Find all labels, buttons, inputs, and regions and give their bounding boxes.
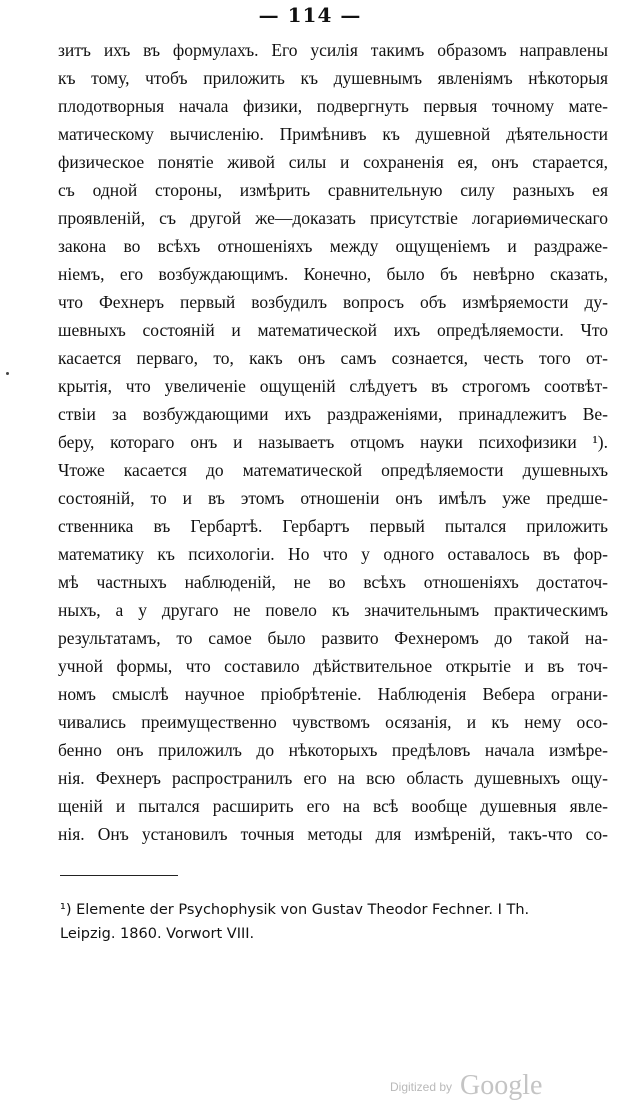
text-line: плодотворныя начала физики, подвергнуть первыя точному мате-	[58, 96, 608, 116]
text-line: что Фехнеръ первый возбудилъ вопросъ объ измѣряемости ду-	[58, 292, 608, 312]
text-line: ствіи за возбуждающими ихъ раздраженіями, принадлежитъ Ве-	[58, 404, 608, 424]
text-line: щеній и пытался расширить его на всѣ вообще душевныя явле-	[58, 796, 608, 816]
body-text	[58, 36, 608, 848]
text-line: проявленій, съ другой же—доказать присутствіе логариѳмическаго	[58, 208, 608, 228]
text-line: учной формы, что составило дѣйствительное открытіе и въ точ-	[58, 656, 608, 676]
text-line: состояній, то и въ этомъ отношеніи онъ имѣлъ уже предше-	[58, 488, 608, 508]
digitized-watermark	[390, 1070, 542, 1102]
text-line: касается перваго, то, какъ онъ самъ сознается, честь того от-	[58, 348, 608, 368]
footnote-line: Leipzig. 1860. Vorwort VIII.	[60, 926, 255, 942]
text-line: математику къ психологіи. Но что у одного оставалось въ фор-	[58, 544, 608, 564]
text-line: физическое понятіе живой силы и сохраненія ея, онъ старается,	[58, 152, 608, 172]
text-line: крытія, что увеличеніе ощущеній слѣдуетъ въ строгомъ соотвѣт-	[58, 376, 608, 396]
text-line: мѣ частныхъ наблюденій, не во всѣхъ отношеніяхъ достаточ-	[58, 572, 608, 592]
text-line: нія. Фехнеръ распространилъ его на всю область душевныхъ ощу-	[58, 768, 608, 788]
text-line: номъ смыслѣ научное пріобрѣтеніе. Наблюденія Вебера ограни-	[58, 684, 608, 704]
footnote-line: ¹) Elemente der Psychophysik von Gustav Theodor Fechner. I Th.	[60, 902, 530, 918]
text-line: закона во всѣхъ отношеніяхъ между ощущеніемъ и раздраже-	[58, 236, 608, 256]
text-line: чивались преимущественно чувствомъ осязанія, и къ нему осо-	[58, 712, 608, 732]
text-line: къ тому, чтобъ приложить къ душевнымъ явленіямъ нѣкоторыя	[58, 68, 608, 88]
footnote	[60, 898, 610, 946]
text-line: беру, котораго онъ и называетъ отцомъ науки психофизики ¹).	[58, 432, 608, 452]
text-line: бенно онъ приложилъ до нѣкоторыхъ предѣловъ начала измѣре-	[58, 740, 608, 760]
text-line: зитъ ихъ въ формулахъ. Его усилія такимъ образомъ направлены	[58, 40, 608, 60]
text-line: ныхъ, а у другаго не повело къ значительнымъ практическимъ	[58, 600, 608, 620]
text-line: ніемъ, его возбуждающимъ. Конечно, было бъ невѣрно сказать,	[58, 264, 608, 284]
text-line: нія. Онъ установилъ точныя методы для измѣреній, такъ-что со-	[58, 824, 608, 844]
text-line: Чтоже касается до математической опредѣляемости душевныхъ	[58, 460, 608, 480]
text-line: шевныхъ состояній и математической ихъ опредѣляемости. Что	[58, 320, 608, 340]
text-line: результатамъ, то самое было развито Фехнеромъ до такой на-	[58, 628, 608, 648]
footnote-divider	[60, 875, 178, 876]
text-line: ственника въ Гербартѣ. Гербартъ первый пытался приложить	[58, 516, 608, 536]
text-line: съ одной стороны, измѣрить сравнительную силу разныхъ ея	[58, 180, 608, 200]
google-logo: Google	[460, 1070, 543, 1101]
scan-speck	[6, 372, 9, 375]
page-number: — 114 —	[258, 3, 362, 27]
text-line: матическому вычисленію. Примѣнивъ къ душевной дѣятельности	[58, 124, 608, 144]
watermark-prefix: Digitized by	[390, 1080, 453, 1094]
